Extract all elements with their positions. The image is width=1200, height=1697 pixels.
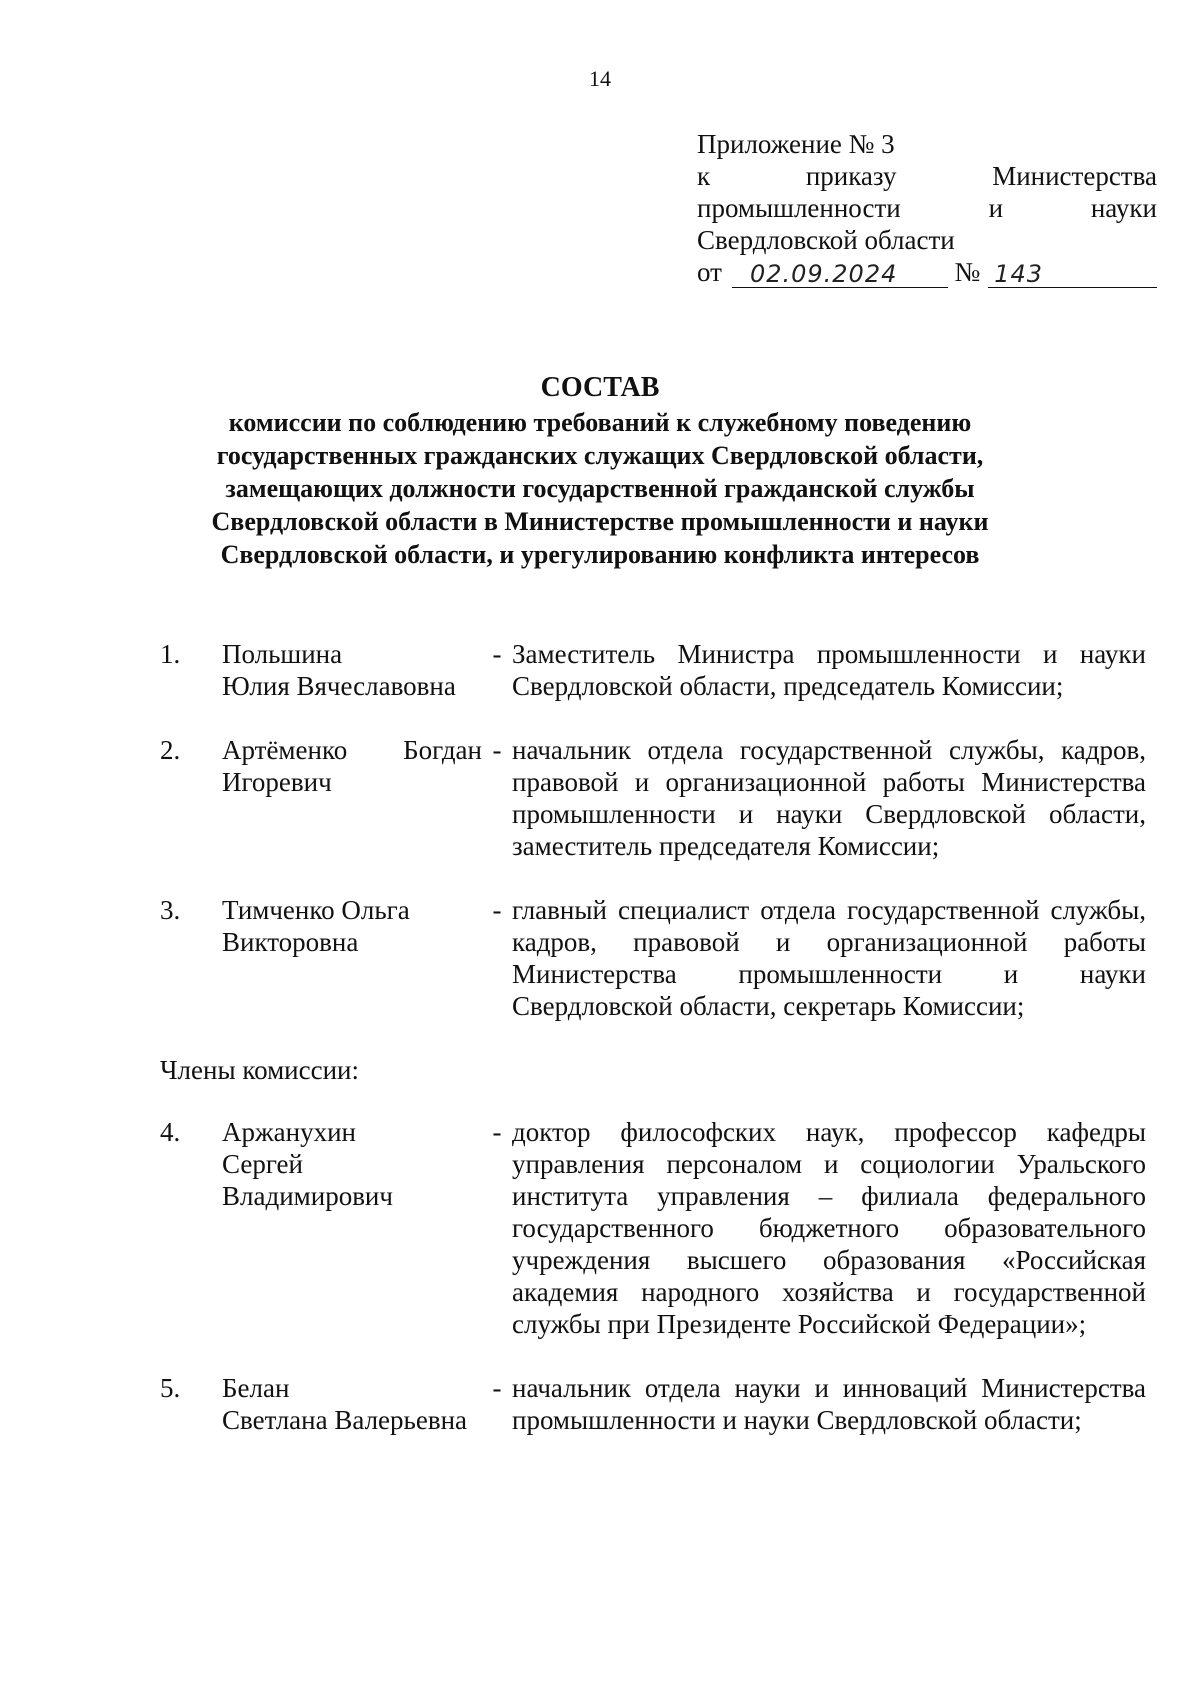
commission-members-list (160, 638, 1146, 1468)
member-entry (160, 1116, 1146, 1340)
member-name-line: Игоревич (222, 767, 332, 797)
member-name-line: Светлана Валерьевна (222, 1405, 468, 1435)
member-description: начальник отдела государственной службы, кадров, правовой и организационной работы Министерства промышленности и науки Свердловской области, заместитель председателя Комиссии; (512, 735, 1146, 861)
member-entry (160, 638, 1146, 702)
member-name-line: Сергей (222, 1149, 303, 1179)
member-number: 5. (160, 1373, 181, 1403)
title-line: Свердловской области, и урегулированию конфликта интересов (220, 540, 980, 569)
appendix-line-4: Свердловской области (697, 225, 955, 255)
member-name-line: Польшина (222, 639, 343, 669)
order-date-line (697, 256, 1157, 288)
member-number: 4. (160, 1117, 181, 1147)
member-name-line: Юлия Вячеславовна (222, 671, 456, 701)
member-number: 3. (160, 895, 181, 925)
appendix-title: Приложение № 3 (697, 129, 895, 159)
member-dash: - (492, 1117, 502, 1147)
member-dash: - (492, 1373, 502, 1403)
members-section-label: Члены комиссии: (160, 1055, 359, 1085)
member-entry (160, 734, 1146, 862)
appendix-word: приказу (805, 161, 897, 191)
appendix-header (697, 128, 1157, 288)
appendix-line-2 (697, 160, 1157, 192)
member-name (222, 894, 482, 1022)
title-heading: СОСТАВ (540, 372, 660, 403)
appendix-line-3 (697, 192, 1157, 224)
appendix-word: к (697, 161, 711, 191)
member-name-line: Викторовна (222, 927, 359, 957)
appendix-word: Министерства (992, 161, 1157, 191)
member-name (222, 1116, 482, 1340)
appendix-word: промышленности (697, 193, 901, 223)
member-description: доктор философских наук, профессор кафедры управления персоналом и социологии Уральского института управления – филиала федерального государственного бюджетного образовательного учреждения высшего образования «Российская академия народного хозяйства и государственной службы при Президенте Российской Федерации»; (512, 1117, 1146, 1339)
member-entry (160, 894, 1146, 1022)
page-number: 14 (589, 66, 611, 91)
member-name (222, 734, 482, 862)
appendix-word: и (988, 193, 1004, 223)
title-line: Свердловской области в Министерстве промышленности и науки (211, 507, 989, 536)
member-description: начальник отдела науки и инноваций Министерства промышленности и науки Свердловской области; (512, 1373, 1146, 1435)
member-dash: - (492, 895, 502, 925)
member-description: главный специалист отдела государственной службы, кадров, правовой и организационной работы Министерства промышленности и науки Свердловской области, секретарь Комиссии; (512, 895, 1146, 1021)
date-prefix: от (697, 257, 722, 287)
title-line: комиссии по соблюдению требований к служебному поведению (228, 408, 972, 437)
member-name (222, 638, 482, 702)
member-name-line: Аржанухин (222, 1117, 356, 1147)
appendix-word: науки (1090, 193, 1157, 223)
member-name-line: Артёменко Богдан (222, 735, 482, 765)
member-description: Заместитель Министра промышленности и науки Свердловской области, председатель Комиссии; (512, 639, 1146, 701)
member-name (222, 1372, 482, 1436)
order-date-handwritten: 02.09.2024 (732, 261, 949, 288)
member-name-line: Владимирович (222, 1181, 393, 1211)
member-name-line: Тимченко Ольга (222, 895, 410, 925)
document-title (0, 370, 1200, 571)
member-entry (160, 1372, 1146, 1436)
member-dash: - (492, 639, 502, 669)
title-line: замещающих должности государственной гражданской службы (225, 474, 975, 503)
member-number: 1. (160, 639, 181, 669)
member-name-line: Белан (222, 1373, 290, 1403)
number-prefix: № (954, 257, 981, 287)
order-number-handwritten: 143 (988, 261, 1157, 288)
member-number: 2. (160, 735, 181, 765)
title-line: государственных гражданских служащих Свердловской области, (216, 441, 984, 470)
member-dash: - (492, 735, 502, 765)
